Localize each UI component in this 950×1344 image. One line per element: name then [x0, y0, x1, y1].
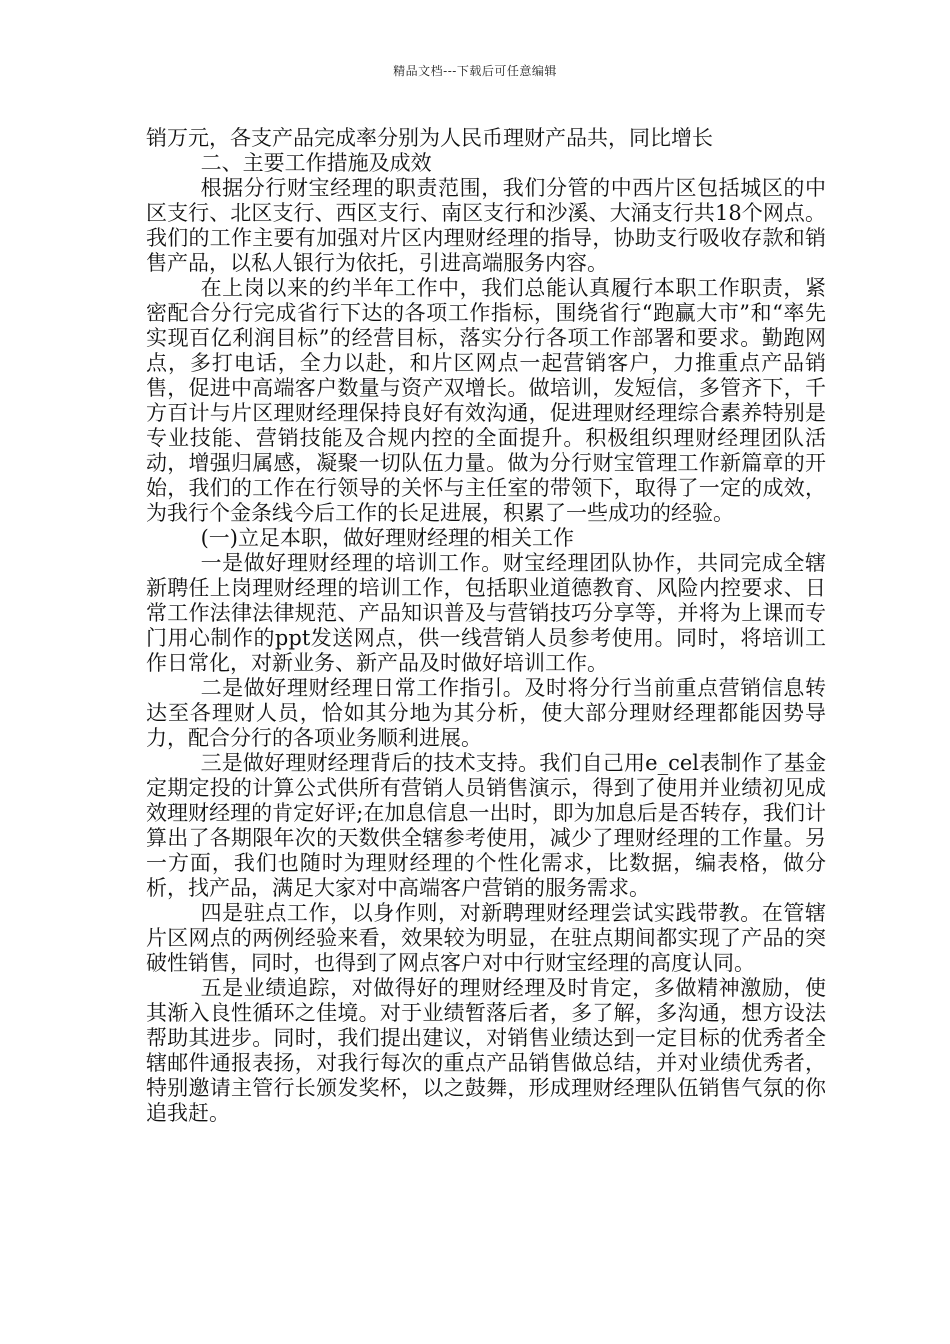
section-heading-measures: 二、主要工作措施及成效 — [200, 151, 432, 175]
paragraph-training: 一是做好理财经理的培训工作。财宝经理团队协作，共同完成全辖新聘任上岗理财经理的培训工作，包括职业道德教育、风险内控要求、日常工作法律法律规范、产品知识普及与营销技巧分享等，并将为上课而专门用心制作的ppt发送网点，供一线营销人员参考使用。同时，将培训工作日常化，对新业务、新产品及时做好培训工作。 — [146, 551, 826, 675]
subsection-heading-duties: (一)立足本职，做好理财经理的相关工作 — [200, 526, 574, 550]
paragraph-technical-support: 三是做好理财经理背后的技术支持。我们自己用e_cel表制作了基金定期定投的计算公式供所有营销人员销售演示，得到了使用并业绩初见成效理财经理的肯定好评;在加息信息一出时，即为加息后是否转存，我们计算出了各期限年次的天数供全辖参考使用，减少了理财经理的工作量。另一方面，我们也随时为理财经理的个性化需求，比数据，编表格，做分析，找产品，满足大家对中高端客户营销的服务需求。 — [146, 751, 826, 900]
paragraph-performance-tracking: 五是业绩追踪，对做得好的理财经理及时肯定，多做精神激励，使其渐入良性循环之佳境。对于业绩暂落后者，多了解，多沟通，想方设法帮助其进步。同时，我们提出建议，对销售业绩达到一定目标的优秀者全辖邮件通报表扬，对我行每次的重点产品销售做总结，并对业绩优秀者，特别邀请主管行长颁发奖杯，以之鼓舞，形成理财经理队伍销售气氛的你追我赶。 — [146, 976, 826, 1125]
page-header: 精品文档---下载后可任意编辑 — [393, 64, 557, 78]
paragraph-scope: 根据分行财宝经理的职责范围，我们分管的中西片区包括城区的中区支行、北区支行、西区支行、南区支行和沙溪、大涌支行共18个网点。我们的工作主要有加强对片区内理财经理的指导，协助支行吸收存款和销售产品，以私人银行为依托，引进高端服务内容。 — [146, 176, 826, 275]
document-body — [146, 126, 826, 1126]
paragraph-daily-guidance: 二是做好理财经理日常工作指引。及时将分行当前重点营销信息转达至各理财人员，恰如其分地为其分析，使大部分理财经理都能因势导力，配合分行的各项业务顺利进展。 — [146, 676, 826, 750]
paragraph-overview: 在上岗以来的约半年工作中，我们总能认真履行本职工作职责，紧密配合分行完成省行下达的各项工作指标，围绕省行“跑赢大市”和“率先实现百亿利润目标”的经营目标，落实分行各项工作部署和要求。勤跑网点，多打电话，全力以赴，和片区网点一起营销客户，力推重点产品销售，促进中高端客户数量与资产双增长。做培训，发短信，多管齐下，千方百计与片区理财经理保持良好有效沟通，促进理财经理综合素养特别是专业技能、营销技能及合规内控的全面提升。积极组织理财经理团队活动，增强归属感，凝聚一切队伍力量。做为分行财宝管理工作新篇章的开始，我们的工作在行领导的关怀与主任室的带领下，取得了一定的成效，为我行个金条线今后工作的长足进展，积累了一些成功的经验。 — [146, 276, 826, 525]
paragraph-on-site-work: 四是驻点工作，以身作则，对新聘理财经理尝试实践带教。在管辖片区网点的两例经验来看，效果较为明显，在驻点期间都实现了产品的突破性销售，同时，也得到了网点客户对中行财宝经理的高度认同。 — [146, 901, 826, 975]
paragraph-continuation: 销万元，各支产品完成率分别为人民币理财产品共，同比增长 — [146, 126, 713, 150]
